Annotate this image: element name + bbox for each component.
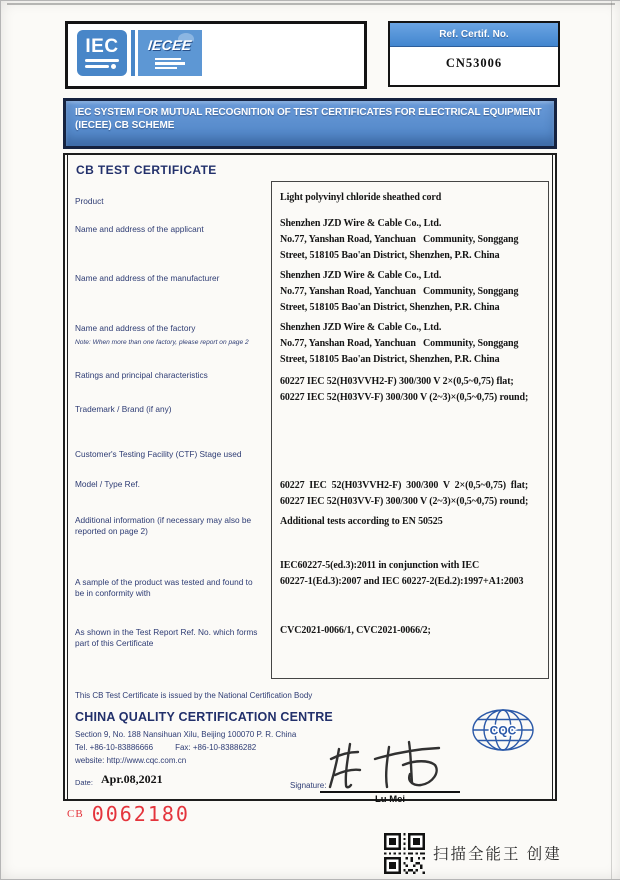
field-label-trademark: Trademark / Brand (if any) bbox=[75, 404, 172, 414]
cqc-logo-text: CQC bbox=[489, 723, 517, 738]
issued-by-statement: This CB Test Certificate is issued by the National Certification Body bbox=[75, 691, 313, 700]
field-label-manufacturer: Name and address of the manufacturer bbox=[75, 273, 220, 283]
iecee-logo-lines bbox=[155, 56, 185, 70]
date-label: Date: bbox=[75, 778, 93, 787]
iec-logo-bar bbox=[85, 59, 119, 62]
signatory-name: Lu Mei bbox=[374, 794, 406, 805]
field-value-conformity: IEC60227-5(ed.3):2011 in conjunction with IEC 60227-1(Ed.3):2007 and IEC 60227-2(Ed.2):1997+A1:2003 bbox=[280, 560, 524, 587]
field-value-factory: Shenzhen JZD Wire & Cable Co., Ltd. No.77, Yanshan Road, Yanchuan Community, Songgang Street, 518105 Bao'an District, Shenzhen, P.R. China bbox=[280, 322, 519, 365]
scheme-banner-line1: IEC SYSTEM FOR MUTUAL RECOGNITION OF TEST CERTIFICATES FOR ELECTRICAL EQUIPMENT bbox=[75, 107, 542, 118]
values-box bbox=[271, 181, 549, 679]
field-value-applicant: Shenzhen JZD Wire & Cable Co., Ltd. No.77, Yanshan Road, Yanchuan Community, Songgang Street, 518105 Bao'an District, Shenzhen, P.R. China bbox=[280, 218, 519, 261]
issuer-address: Section 9, No. 188 Nansihuan Xilu, Beijing 100070 P. R. China bbox=[75, 730, 297, 739]
logo-box bbox=[65, 21, 367, 89]
ref-certif-number: CN53006 bbox=[445, 56, 503, 70]
iec-logo-dot bbox=[111, 64, 116, 69]
signature-line bbox=[320, 791, 460, 793]
field-label-additional-info: Additional information (if necessary may also be reported on page 2) bbox=[75, 515, 252, 536]
cqc-logo bbox=[471, 708, 535, 752]
field-value-additional-info: Additional tests according to EN 50525 bbox=[280, 516, 443, 527]
cb-stamp-prefix: CB bbox=[67, 808, 84, 820]
iecee-logo-text: IECEE bbox=[147, 36, 193, 53]
scanner-watermark-text: 扫描全能王 创建 bbox=[433, 846, 562, 863]
handwritten-signature bbox=[317, 735, 467, 790]
scheme-banner-line2: (IECEE) CB SCHEME bbox=[75, 120, 175, 131]
qr-code bbox=[384, 833, 425, 874]
iec-logo bbox=[77, 30, 127, 76]
iec-logo-bar bbox=[85, 65, 109, 68]
cb-stamp-number: 0062180 bbox=[91, 802, 190, 826]
issuer-fax: Fax: +86-10-83886282 bbox=[175, 743, 257, 752]
issuer-website: website: http://www.cqc.com.cn bbox=[75, 756, 187, 765]
signature-label: Signature: bbox=[290, 781, 327, 790]
iec-logo-text: IEC bbox=[85, 36, 119, 57]
field-value-model-type: 60227 IEC 52(H03VVH2-F) 300/300 V 2×(0,5~0,75) flat; 60227 IEC 52(H03VV-F) 300/300 V (2~3)×(0,5~0,75) round; bbox=[280, 480, 529, 507]
issuer-tel-fax bbox=[75, 743, 278, 752]
scan-artifact-top bbox=[7, 3, 615, 5]
field-value-ratings: 60227 IEC 52(H03VVH2-F) 300/300 V 2×(0,5~0,75) flat; 60227 IEC 52(H03VV-F) 300/300 V (2~3)×(0,5~0,75) round; bbox=[280, 376, 529, 403]
field-value-product: Light polyvinyl chloride sheathed cord bbox=[280, 192, 442, 203]
issuer-tel: Tel. +86-10-83886666 bbox=[75, 743, 154, 752]
field-note-factory: Note: When more than one factory, please report on page 2 bbox=[75, 339, 249, 346]
field-label-ctf-stage: Customer's Testing Facility (CTF) Stage used bbox=[75, 449, 242, 459]
date-value: Apr.08,2021 bbox=[101, 772, 163, 786]
field-value-manufacturer: Shenzhen JZD Wire & Cable Co., Ltd. No.77, Yanshan Road, Yanchuan Community, Songgang Street, 518105 Bao'an District, Shenzhen, P.R. China bbox=[280, 270, 519, 313]
issuer-name: CHINA QUALITY CERTIFICATION CENTRE bbox=[75, 710, 333, 724]
certificate-frame bbox=[63, 153, 557, 805]
field-label-factory: Name and address of the factory bbox=[75, 323, 196, 333]
iecee-logo bbox=[138, 30, 202, 76]
iecee-logo-pole bbox=[131, 30, 135, 76]
field-label-conformity: A sample of the product was tested and found to be in conformity with bbox=[75, 577, 253, 598]
cb-number-stamp bbox=[67, 802, 190, 826]
field-label-product: Product bbox=[75, 196, 104, 206]
scan-artifact-right bbox=[611, 1, 613, 879]
field-value-test-report: CVC2021-0066/1, CVC2021-0066/2; bbox=[280, 625, 431, 636]
ref-certif-label: Ref. Certif. No. bbox=[390, 23, 558, 47]
field-label-model-type: Model / Type Ref. bbox=[75, 479, 140, 489]
scheme-banner bbox=[63, 98, 557, 149]
field-label-applicant: Name and address of the applicant bbox=[75, 224, 204, 234]
field-label-test-report: As shown in the Test Report Ref. No. which forms part of this Certificate bbox=[75, 627, 258, 648]
certificate-title: CB TEST CERTIFICATE bbox=[76, 163, 217, 177]
field-label-ratings: Ratings and principal characteristics bbox=[75, 370, 208, 380]
ref-certif-box bbox=[388, 21, 560, 87]
